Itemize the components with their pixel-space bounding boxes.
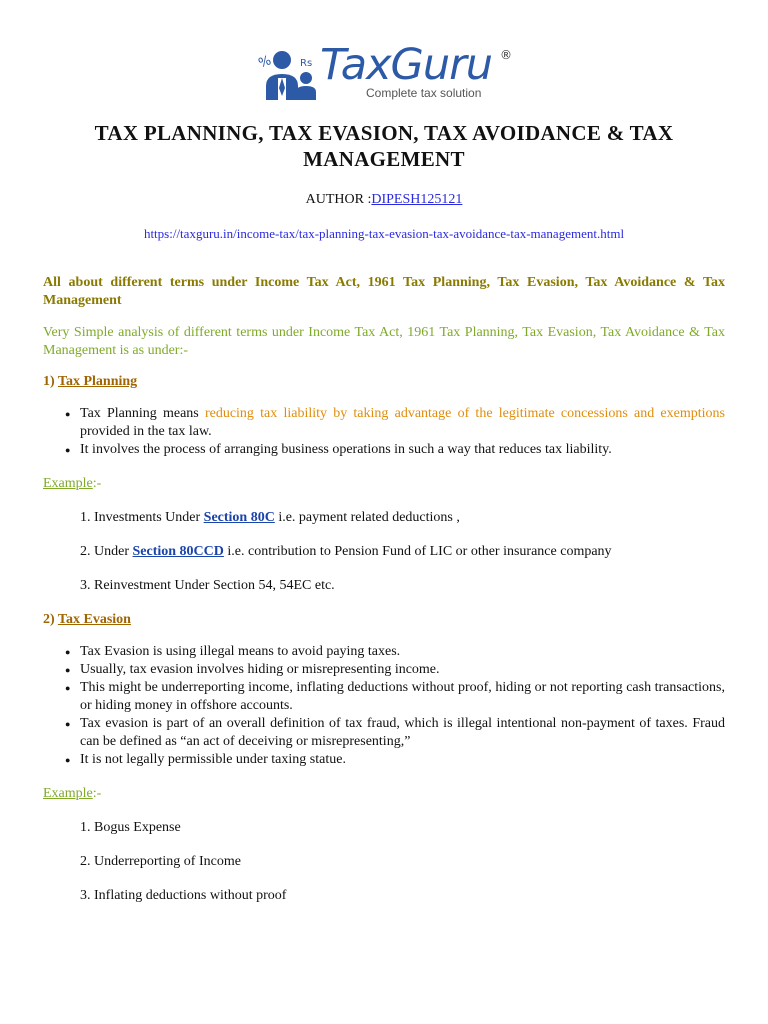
list-item: 1. Bogus Expense <box>80 820 181 835</box>
list-item: 3. Reinvestment Under Section 54, 54EC etc. <box>80 578 335 593</box>
section-heading <box>43 373 725 391</box>
section-number: 2) <box>43 612 55 627</box>
list-item: ● Tax evasion is part of an overall definition of tax fraud, which is illegal intentional non-payment of taxes. Fraud can be defined as “an act of deceiving or misrepresenting,” <box>43 715 725 751</box>
logo-wordmark: TaxGuru <box>320 40 493 90</box>
list-item: 3. Inflating deductions without proof <box>80 888 287 903</box>
list-item: ● It is not legally permissible under taxing statue. <box>43 751 725 769</box>
intro-text: Very Simple analysis of different terms under Income Tax Act, 1961 Tax Planning, Tax Evasion, Tax Avoidance & Tax Management is as under:- <box>43 325 725 358</box>
document-title: TAX PLANNING, TAX EVASION, TAX AVOIDANCE & TAX MANAGEMENT <box>94 121 674 171</box>
section-80c-link[interactable]: Section 80C <box>203 510 275 525</box>
bullet-list <box>43 405 725 459</box>
section-title-link[interactable]: Tax Evasion <box>57 612 131 627</box>
logo-tagline: Complete tax solution <box>366 86 482 100</box>
article-body <box>43 274 725 905</box>
example-list <box>43 819 725 905</box>
example-list <box>43 509 725 595</box>
section-tax-planning <box>43 373 725 595</box>
source-url[interactable]: https://taxguru.in/income-tax/tax-planning-tax-evasion-tax-avoidance-tax-management.html <box>143 226 625 241</box>
example-label: Example:- <box>43 786 102 801</box>
author-line <box>0 192 768 208</box>
example-label: Example:- <box>43 476 102 491</box>
list-item: ● Tax Evasion is using illegal means to avoid paying taxes. <box>43 643 725 661</box>
svg-text:%: % <box>256 53 274 72</box>
section-heading <box>43 611 725 629</box>
section-title-link[interactable]: Tax Planning <box>57 374 138 389</box>
bullet-list <box>43 643 725 769</box>
svg-text:Rs: Rs <box>300 58 313 69</box>
intro-heading: All about different terms under Income Tax Act, 1961 Tax Planning, Tax Evasion, Tax Avoidance & Tax Management <box>43 275 725 308</box>
list-item: ● Usually, tax evasion involves hiding or misrepresenting income. <box>43 661 725 679</box>
list-item: ● This might be underreporting income, inflating deductions without proof, hiding or not reporting cash transactions, or hiding money in offshore accounts. <box>43 679 725 715</box>
registered-mark: ® <box>500 48 512 62</box>
list-item: 2. Under Section 80CCD i.e. contribution to Pension Fund of LIC or other insurance company <box>80 544 612 559</box>
list-item: 2. Underreporting of Income <box>80 854 241 869</box>
list-item: ● Tax Planning means reducing tax liability by taking advantage of the legitimate concessions and exemptions provided in the tax law. <box>43 405 725 441</box>
section-tax-evasion <box>43 611 725 905</box>
author-label: AUTHOR : <box>305 192 372 207</box>
section-number: 1) <box>43 374 55 389</box>
section-80ccd-link[interactable]: Section 80CCD <box>132 544 224 559</box>
author-link[interactable]: DIPESH125121 <box>371 192 463 207</box>
taxguru-people-icon <box>256 44 318 100</box>
taxguru-logo[interactable] <box>256 40 516 102</box>
list-item: 1. Investments Under Section 80C i.e. payment related deductions , <box>80 510 460 525</box>
list-item: ● It involves the process of arranging business operations in such a way that reduces tax liability. <box>43 441 725 459</box>
highlighted-text: reducing tax liability by taking advantage of the legitimate concessions and exemptions <box>204 406 725 421</box>
